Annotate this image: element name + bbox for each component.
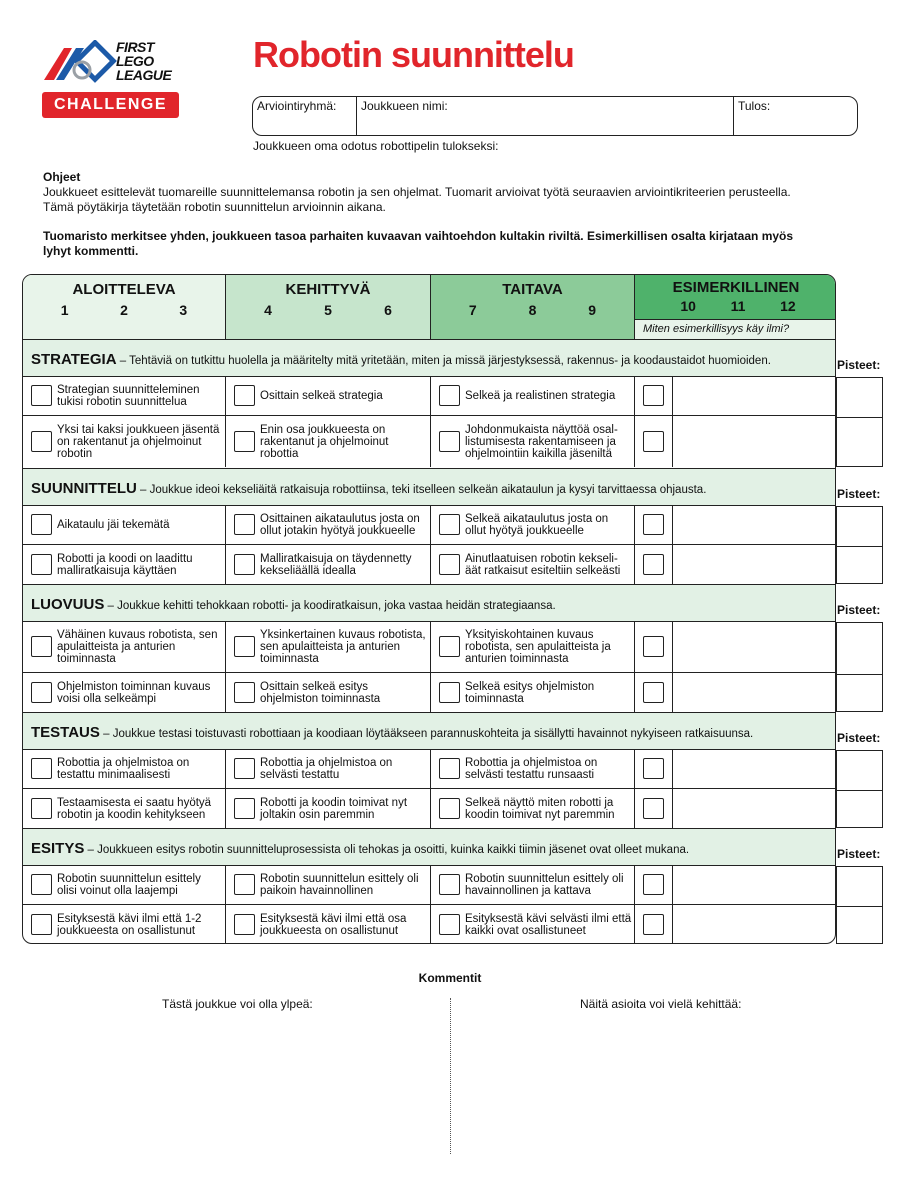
criterion-text: Yksinkertainen kuvaus robotista, sen apulaitteista ja anturien toiminnasta (260, 629, 426, 665)
criterion-text: Esityksestä kävi ilmi että osa joukkueesta on osallistunut (260, 912, 407, 937)
rubric-row (23, 506, 836, 545)
criterion-cell (23, 622, 226, 672)
criterion-cell (226, 622, 431, 672)
criterion-checkbox[interactable] (234, 514, 255, 535)
criterion-cell (431, 506, 635, 544)
criterion-text: Esityksestä kävi ilmi että 1-2 joukkueesta on osallistunut (57, 912, 202, 937)
criterion-text: Aikataulu jäi tekemätä (57, 519, 170, 531)
points-label: Pisteet: (837, 603, 881, 617)
section-name: STRATEGIA (31, 351, 117, 368)
level-header-accomplished: TAITAVA 7 8 9 (431, 275, 635, 339)
criterion-cell (23, 750, 226, 788)
section-title-strategia (23, 339, 836, 377)
instructions (43, 170, 833, 259)
criterion-checkbox[interactable] (234, 554, 255, 575)
comments-divider (450, 998, 451, 1154)
criterion-cell (23, 506, 226, 544)
criterion-text: Ohjelmiston toiminnan kuvaus voisi olla selkeämpi (57, 680, 211, 705)
criterion-cell (226, 416, 431, 467)
level-header-developing: KEHITTYVÄ 4 5 6 (226, 275, 431, 339)
exceeds-checkbox[interactable] (643, 874, 664, 895)
exceeds-checkbox[interactable] (643, 798, 664, 819)
criterion-cell (226, 506, 431, 544)
criterion-cell (431, 545, 635, 584)
section-description: – Joukkueen esitys robotin suunnitteluprosessista oli tehokas ja osoitti, kuinka kaikki tiimin jäsenet ovat olleet mukana. (84, 844, 690, 856)
challenge-badge: CHALLENGE (42, 92, 179, 118)
rubric-row (23, 789, 836, 828)
first-lego-league-logo (42, 40, 182, 120)
criterion-cell (23, 789, 226, 828)
criterion-checkbox[interactable] (439, 636, 460, 657)
criterion-cell (226, 750, 431, 788)
exceeds-cell (635, 416, 673, 467)
logo-wordmark: FIRST LEGO LEAGUE (116, 39, 172, 83)
points-label: Pisteet: (837, 487, 881, 501)
criterion-text: Robotin suunnittelun esittely oli paikoin havainnollinen (260, 873, 419, 897)
exceeds-cell (635, 789, 673, 828)
criterion-text: Robottia ja ohjelmistoa on testattu minimaalisesti (57, 757, 190, 781)
result-field[interactable] (733, 97, 857, 135)
points-box-divider (837, 790, 882, 791)
criterion-checkbox[interactable] (31, 914, 52, 935)
criterion-checkbox[interactable] (234, 431, 255, 452)
criterion-text: Selkeä esitys ohjelmiston toiminnasta (465, 680, 595, 705)
exceeds-comment-field[interactable] (673, 506, 836, 544)
criterion-text: Selkeä aikataulutus josta on ollut hyötyä joukkueelle (465, 513, 609, 537)
exceeds-cell (635, 545, 673, 584)
criterion-checkbox[interactable] (234, 914, 255, 935)
exceeds-checkbox[interactable] (643, 682, 664, 703)
section-title-suunnittelu (23, 468, 836, 506)
section-name: LUOVUUS (31, 596, 105, 613)
criterion-cell (226, 905, 431, 944)
criterion-text: Robotti ja koodi on laadittu malliratkaisuja käyttäen (57, 552, 193, 577)
rubric-table (22, 274, 836, 944)
criterion-cell (23, 545, 226, 584)
criterion-cell (23, 673, 226, 712)
points-box-divider (837, 417, 882, 418)
exceeds-checkbox[interactable] (643, 431, 664, 452)
criterion-cell (431, 673, 635, 712)
section-description: – Joukkue ideoi kekseliäitä ratkaisuja robottiinsa, teki itselleen selkeän aikataulun ja kysyi tarvittaessa ohjausta. (136, 484, 707, 496)
criterion-text: Enin osa joukkueesta on rakentanut ja ohjelmoinut robottia (260, 423, 389, 460)
comments-title: Kommentit (418, 971, 482, 985)
points-box[interactable] (836, 750, 883, 828)
criterion-cell (226, 673, 431, 712)
points-label: Pisteet: (837, 731, 881, 745)
criterion-cell (431, 622, 635, 672)
instructions-bold-2: lyhyt kommentti. (43, 244, 139, 258)
expectation-label: Joukkueen oma odotus robottipelin tulokseksi: (253, 139, 499, 153)
criterion-text: Ainutlaatuisen robotin kekseli-äät ratkaisut esiteltiin selkeästi (465, 552, 621, 577)
criterion-text: Yksi tai kaksi joukkueen jäsentä on rakentanut ja ohjelmoinut robotin (57, 423, 220, 460)
level-header-beginning: ALOITTELEVA 1 2 3 (23, 275, 226, 339)
instructions-line-1: Joukkueet esittelevät tuomareille suunnittelemansa robotin ja sen ohjelmat. Tuomarit arvioivat työtä seuraavien arviointikriteerien perusteella. (43, 185, 791, 199)
criterion-checkbox[interactable] (439, 514, 460, 535)
exceeds-checkbox[interactable] (643, 636, 664, 657)
group-field[interactable] (253, 97, 356, 135)
exceeds-cell (635, 377, 673, 415)
section-name: TESTAUS (31, 724, 100, 741)
criterion-cell (226, 866, 431, 904)
criterion-cell (431, 866, 635, 904)
level-header-exceeds: ESIMERKILLINEN 10 11 12 Miten esimerkillisyys käy ilmi? (635, 275, 836, 339)
comments-improve-label: Näitä asioita voi vielä kehittää: (580, 997, 742, 1011)
criterion-checkbox[interactable] (439, 431, 460, 452)
exceeds-cell (635, 673, 673, 712)
comments-proud-label: Tästä joukkue voi olla ylpeä: (162, 997, 313, 1011)
exceeds-checkbox[interactable] (643, 758, 664, 779)
exceeds-comment-field[interactable] (673, 750, 836, 788)
rubric-row (23, 905, 836, 944)
criterion-checkbox[interactable] (234, 798, 255, 819)
points-box[interactable] (836, 377, 883, 467)
criterion-checkbox[interactable] (31, 514, 52, 535)
exceeds-checkbox[interactable] (643, 914, 664, 935)
criterion-checkbox[interactable] (31, 431, 52, 452)
points-box[interactable] (836, 622, 883, 712)
points-label: Pisteet: (837, 847, 881, 861)
criterion-text: Esityksestä kävi selvästi ilmi että kaikki ovat osallistuneet (465, 912, 632, 937)
rubric-row (23, 750, 836, 789)
section-name: SUUNNITTELU (31, 480, 137, 497)
criterion-checkbox[interactable] (31, 636, 52, 657)
exceeds-cell (635, 866, 673, 904)
criterion-checkbox[interactable] (439, 385, 460, 406)
exceeds-comment-field[interactable] (673, 673, 836, 712)
exceeds-comment-field[interactable] (673, 545, 836, 584)
rubric-row (23, 545, 836, 584)
rubric-row (23, 866, 836, 905)
criterion-text: Vähäinen kuvaus robotista, sen apulaitteista ja anturien toiminnasta (57, 629, 218, 665)
criterion-text: Johdonmukaista näyttöä osal-listumisesta rakentamiseen ja ohjelmointiin kaikilla jäseniltä (465, 423, 618, 460)
criterion-text: Selkeä näyttö miten robotti ja koodin toimivat nyt paremmin (465, 796, 615, 821)
criterion-checkbox[interactable] (31, 682, 52, 703)
criterion-text: Robotin suunnittelun esittely olisi voinut olla laajempi (57, 873, 201, 897)
instructions-line-2: Tämä pöytäkirja täytetään robotin suunnittelun arvioinnin aikana. (43, 200, 386, 214)
criterion-cell (431, 750, 635, 788)
instructions-heading: Ohjeet (43, 170, 81, 184)
instructions-bold-1: Tuomaristo merkitsee yhden, joukkueen tasoa parhaiten kuvaavan vaihtoehdon kultakin riviltä. Esimerkillisen osalta kirjataan myös (43, 229, 794, 243)
criterion-checkbox[interactable] (31, 554, 52, 575)
group-label: Arviointiryhmä: (257, 99, 337, 113)
criterion-checkbox[interactable] (31, 758, 52, 779)
exceeds-comment-field[interactable] (673, 622, 836, 672)
criterion-cell (431, 789, 635, 828)
result-label: Tulos: (738, 99, 771, 113)
points-box[interactable] (836, 506, 883, 584)
criterion-cell (431, 905, 635, 944)
criterion-text: Robottia ja ohjelmistoa on selvästi testattu runsaasti (465, 757, 598, 781)
criterion-text: Strategian suunnitteleminen tukisi robotin suunnittelua (57, 384, 200, 408)
points-box-divider (837, 674, 882, 675)
section-description: – Tehtäviä on tutkittu huolella ja määritelty mitä yritetään, miten ja missä järjestyksessä, rakennus- ja koodaustaidot huomioiden. (116, 355, 771, 367)
exceeds-checkbox[interactable] (643, 554, 664, 575)
exceeds-comment-field[interactable] (673, 866, 836, 904)
section-title-luovuus (23, 584, 836, 622)
criterion-cell (431, 377, 635, 415)
criterion-cell (431, 416, 635, 467)
info-box (252, 96, 858, 136)
exceeds-checkbox[interactable] (643, 385, 664, 406)
criterion-checkbox[interactable] (31, 798, 52, 819)
criterion-text: Malliratkaisuja on täydennetty kekseliäällä idealla (260, 552, 412, 577)
criterion-cell (226, 545, 431, 584)
section-description: – Joukkue testasi toistuvasti robottiaan ja koodiaan löytääkseen parannuskohteita ja sisällytti havainnot nykyiseen ratkaisuunsa. (99, 728, 754, 740)
criterion-cell (23, 905, 226, 944)
section-title-testaus (23, 712, 836, 750)
rubric-row (23, 377, 836, 416)
page-title: Robotin suunnittelu (253, 34, 574, 75)
criterion-cell (226, 789, 431, 828)
criterion-checkbox[interactable] (439, 554, 460, 575)
criterion-checkbox[interactable] (439, 874, 460, 895)
criterion-cell (226, 377, 431, 415)
criterion-checkbox[interactable] (31, 385, 52, 406)
exceeds-cell (635, 905, 673, 944)
criterion-text: Selkeä ja realistinen strategia (465, 390, 616, 402)
criterion-text: Testaamisesta ei saatu hyötyä robotin ja koodin kehitykseen (57, 796, 212, 821)
exceeds-comment-field[interactable] (673, 905, 836, 944)
criterion-cell (23, 377, 226, 415)
exceeds-cell (635, 622, 673, 672)
exceeds-comment-field[interactable] (673, 416, 836, 467)
criterion-checkbox[interactable] (234, 636, 255, 657)
criterion-checkbox[interactable] (234, 758, 255, 779)
section-name: ESITYS (31, 840, 85, 857)
criterion-checkbox[interactable] (439, 682, 460, 703)
exceeds-comment-field[interactable] (673, 377, 836, 415)
criterion-text: Robotin suunnittelun esittely oli havainnollinen ja kattava (465, 873, 624, 897)
criterion-checkbox[interactable] (234, 682, 255, 703)
criterion-checkbox[interactable] (439, 798, 460, 819)
rubric-row (23, 673, 836, 712)
criterion-checkbox[interactable] (234, 385, 255, 406)
section-description: – Joukkue kehitti tehokkaan robotti- ja koodiratkaisun, joka vastaa heidän strategiaansa. (104, 600, 556, 612)
section-title-esitys (23, 828, 836, 866)
rubric-row (23, 416, 836, 467)
criterion-cell (23, 866, 226, 904)
criterion-text: Yksityiskohtainen kuvaus robotista, sen apulaitteista ja anturien toiminnasta (465, 629, 611, 665)
criterion-text: Robottia ja ohjelmistoa on selvästi testattu (260, 757, 393, 781)
exceeds-cell (635, 750, 673, 788)
rubric-row (23, 622, 836, 673)
criterion-text: Osittain selkeä esitys ohjelmiston toiminnasta (260, 680, 381, 705)
exceeds-cell (635, 506, 673, 544)
exceeds-note: Miten esimerkillisyys käy ilmi? (635, 319, 836, 339)
exceeds-checkbox[interactable] (643, 514, 664, 535)
criterion-text: Robotti ja koodin toimivat nyt joltakin osin paremmin (260, 796, 408, 821)
team-name-label: Joukkueen nimi: (361, 99, 448, 113)
criterion-checkbox[interactable] (439, 758, 460, 779)
team-name-field[interactable] (356, 97, 733, 135)
criterion-text: Osittain selkeä strategia (260, 390, 383, 402)
points-box-divider (837, 906, 882, 907)
criterion-cell (23, 416, 226, 467)
points-label: Pisteet: (837, 358, 881, 372)
criterion-checkbox[interactable] (439, 914, 460, 935)
exceeds-comment-field[interactable] (673, 789, 836, 828)
criterion-text: Osittainen aikataulutus josta on ollut jotakin hyötyä joukkueelle (260, 513, 420, 537)
criterion-checkbox[interactable] (31, 874, 52, 895)
criterion-checkbox[interactable] (234, 874, 255, 895)
points-box[interactable] (836, 866, 883, 944)
points-box-divider (837, 546, 882, 547)
